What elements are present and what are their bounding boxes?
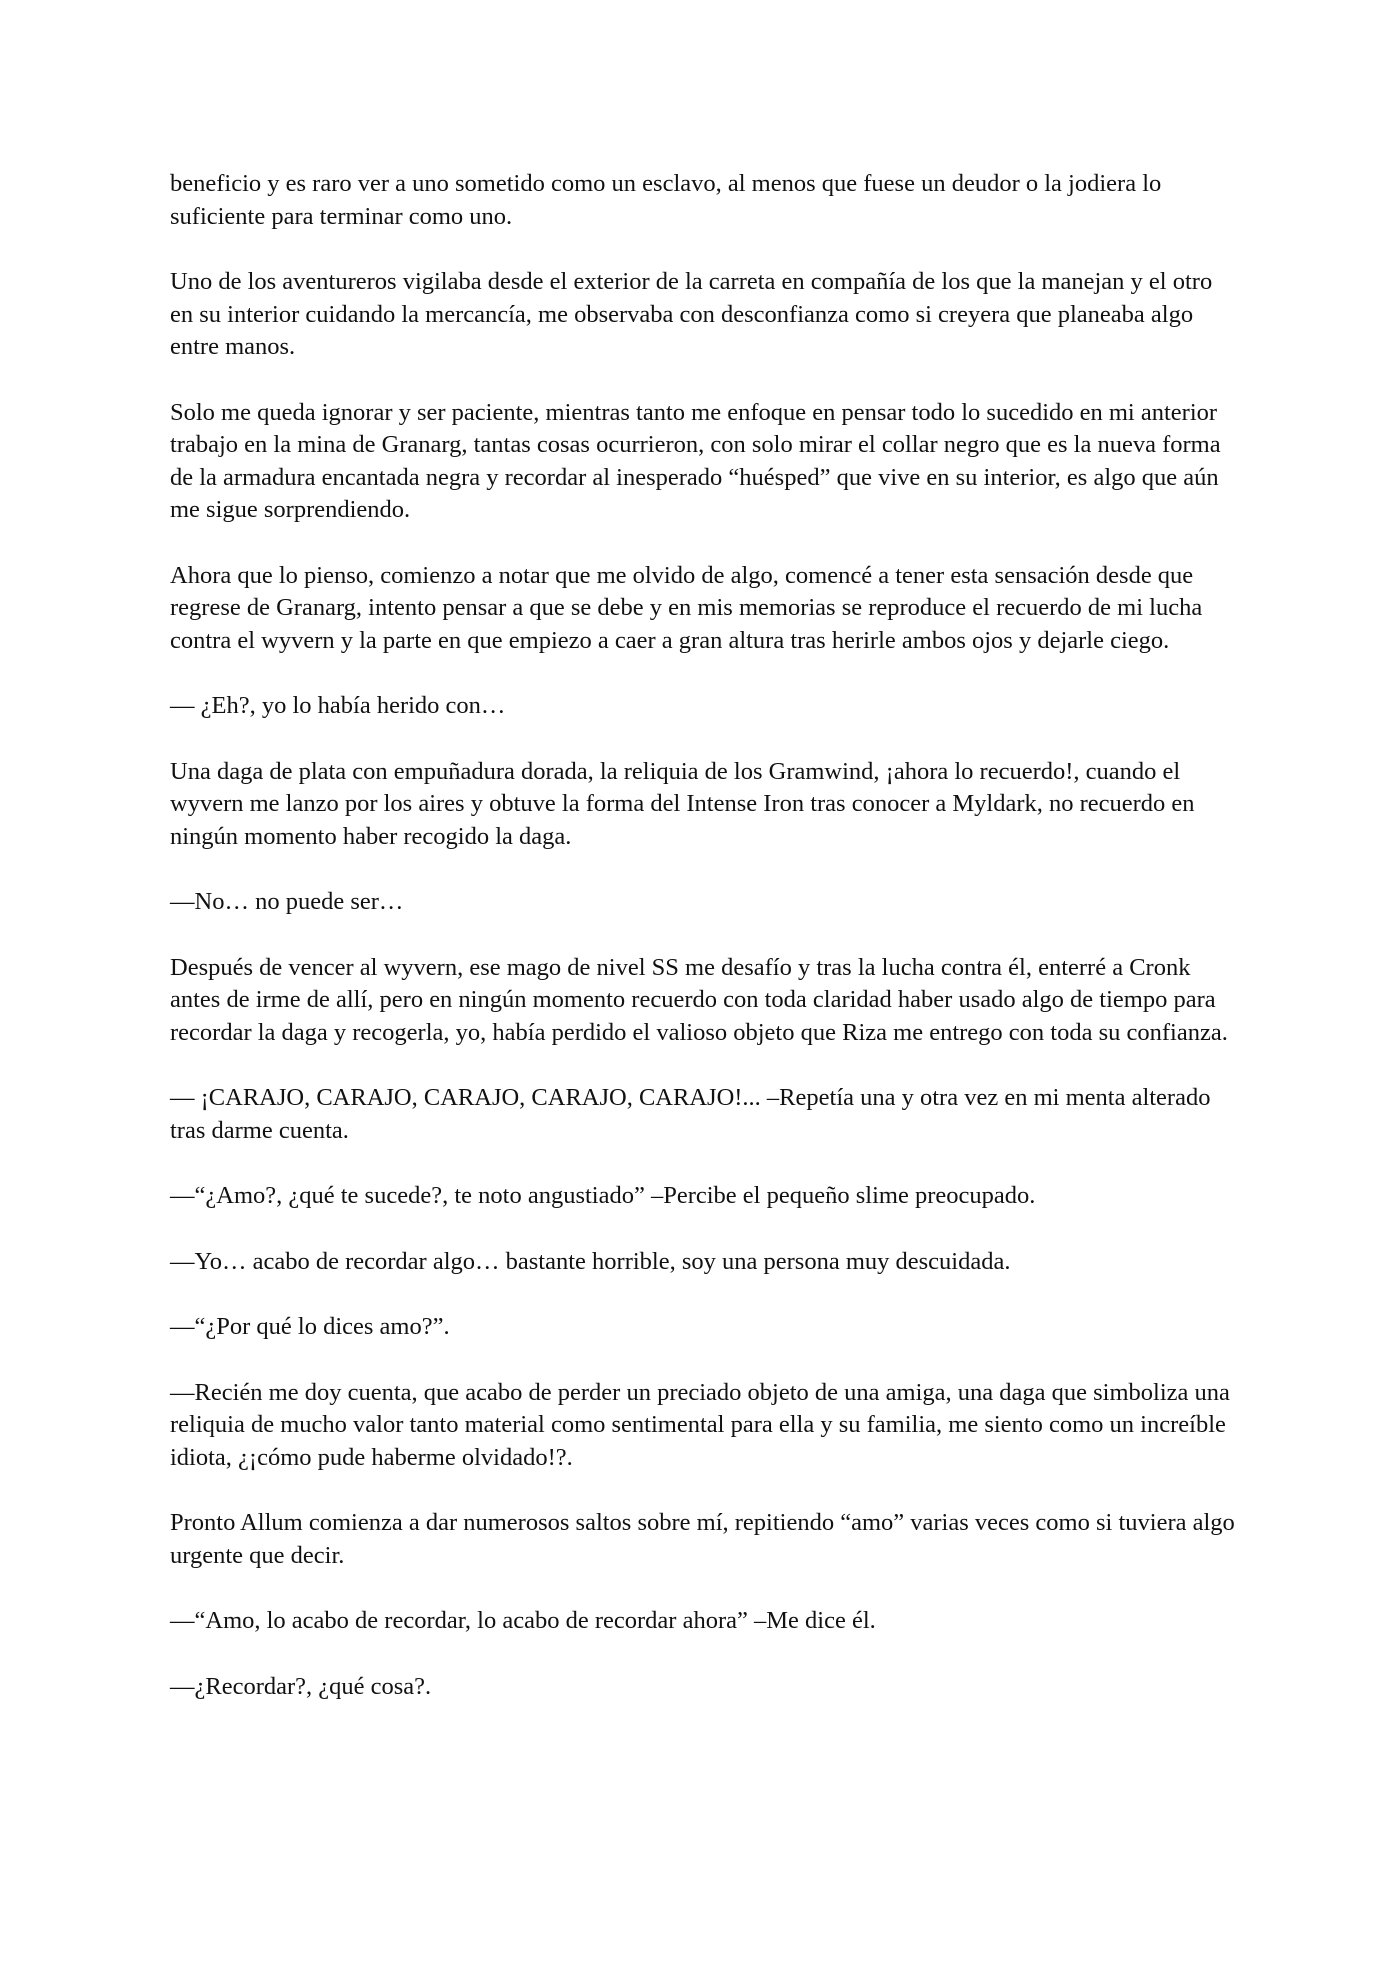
document-body xyxy=(170,168,1235,1736)
paragraph-4: Ahora que lo pienso, comienzo a notar que me olvido de algo, comencé a tener esta sensación desde que regrese de Granarg, intento pensar a que se debe y en mis memorias se reproduce el recuerdo de mi lucha contra el wyvern y la parte en que empiezo a caer a gran altura tras herirle ambos ojos y dejarle ciego. xyxy=(170,561,1203,654)
dialogue-line-1: — ¿Eh?, yo lo había herido con… xyxy=(170,692,506,719)
dialogue-line-9: —¿Recordar?, ¿qué cosa?. xyxy=(170,1672,432,1700)
paragraph-6: Después de vencer al wyvern, ese mago de nivel SS me desafío y tras la lucha contra él, enterré a Cronk antes de irme de allí, pero en ningún momento recuerdo con toda claridad haber usado algo de tiempo para recordar la daga y recogerla, yo, había perdido el valioso objeto que Riza me entrego con toda su confianza. xyxy=(170,953,1228,1046)
paragraph-5: Una daga de plata con empuñadura dorada, la reliquia de los Gramwind, ¡ahora lo recuerdo!, cuando el wyvern me lanzo por los aires y obtuve la forma del Intense Iron tras conocer a Myldark, no recuerdo en ningún momento haber recogido la daga. xyxy=(170,757,1195,850)
paragraph-2: Uno de los aventureros vigilaba desde el exterior de la carreta en compañía de los que la manejan y el otro en su interior cuidando la mercancía, me observaba con desconfianza como si creyera que planeaba algo entre manos. xyxy=(170,268,1213,360)
dialogue-line-7: —Recién me doy cuenta, que acabo de perder un preciado objeto de una amiga, una daga que simboliza una reliquia de mucho valor tanto material como sentimental para ella y su familia, me siento como un increíble idiota, ¿¡cómo pude haberme olvidado!?. xyxy=(170,1378,1230,1471)
dialogue-line-8: —“Amo, lo acabo de recordar, lo acabo de recordar ahora” –Me dice él. xyxy=(170,1607,876,1634)
paragraph-7: Pronto Allum comienza a dar numerosos saltos sobre mí, repitiendo “amo” varias veces como si tuviera algo urgente que decir. xyxy=(170,1509,1235,1569)
paragraph-3: Solo me queda ignorar y ser paciente, mientras tanto me enfoque en pensar todo lo sucedido en mi anterior trabajo en la mina de Granarg, tantas cosas ocurrieron, con solo mirar el collar negro que es la nueva forma de la armadura encantada negra y recordar al inesperado “huésped” que vive en su interior, es algo que aún me sigue sorprendiendo. xyxy=(170,398,1221,523)
dialogue-line-6: —“¿Por qué lo dices amo?”. xyxy=(170,1313,450,1340)
dialogue-line-4: —“¿Amo?, ¿qué te sucede?, te noto angustiado” –Percibe el pequeño slime preocupado. xyxy=(170,1182,1036,1209)
dialogue-line-5: —Yo… acabo de recordar algo… bastante horrible, soy una persona muy descuidada. xyxy=(170,1247,1011,1275)
paragraph-1: beneficio y es raro ver a uno sometido como un esclavo, al menos que fuese un deudor o la jodiera lo suficiente para terminar como uno. xyxy=(170,170,1162,230)
dialogue-line-2: —No… no puede ser… xyxy=(170,888,404,915)
dialogue-line-3: — ¡CARAJO, CARAJO, CARAJO, CARAJO, CARAJO!... –Repetía una y otra vez en mi menta alterado tras darme cuenta. xyxy=(170,1084,1211,1144)
